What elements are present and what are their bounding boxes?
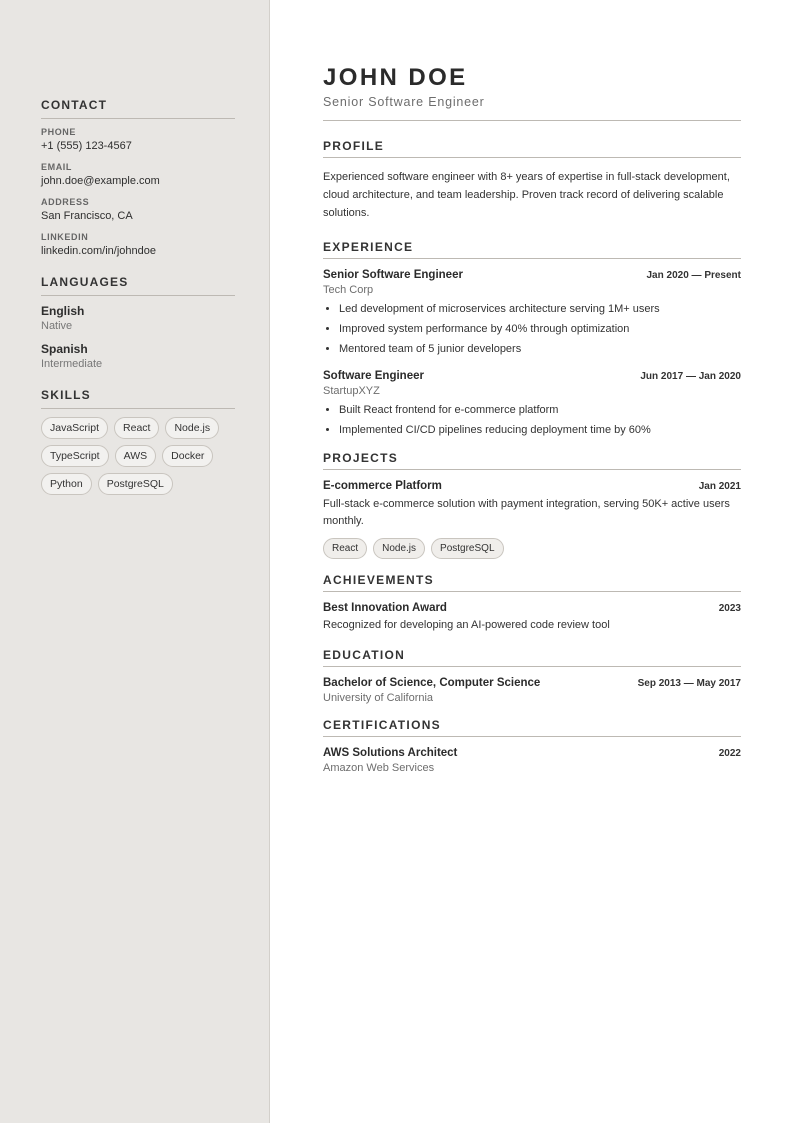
bullet-item: • Mentored team of 5 junior developers: [339, 342, 741, 356]
education-entry: [323, 677, 741, 704]
language-level: Intermediate: [41, 358, 103, 370]
profile-heading: PROFILE: [323, 139, 741, 158]
job-date: Jun 2017 — Jan 2020: [640, 371, 741, 382]
skills-list: [41, 417, 235, 495]
job-title: Senior Software Engineer: [323, 269, 463, 281]
language-name: Spanish: [41, 342, 88, 356]
achievement-date: 2023: [718, 603, 741, 614]
certification-title: AWS Solutions Architect: [323, 747, 458, 759]
experience-entry: [323, 269, 741, 356]
project-entry: [323, 480, 741, 559]
skill-pill: React: [114, 417, 159, 439]
certification-issuer: Amazon Web Services: [323, 762, 435, 774]
experience-heading: EXPERIENCE: [323, 240, 741, 259]
language-name: English: [41, 304, 85, 318]
contact-address: [41, 197, 235, 222]
skill-pill: PostgreSQL: [98, 473, 173, 495]
education-date: Sep 2013 — May 2017: [637, 678, 741, 689]
certification-entry: [323, 747, 741, 774]
skill-pill: TypeScript: [41, 445, 109, 467]
contact-label: LINKEDIN: [41, 232, 89, 242]
candidate-name: JOHN DOE: [323, 64, 468, 91]
profile-section: [323, 139, 741, 222]
contact-email: [41, 162, 235, 187]
job-date: Jan 2020 — Present: [646, 270, 741, 281]
tag-pill: React: [323, 538, 367, 559]
degree-title: Bachelor of Science, Computer Science: [323, 677, 541, 689]
project-description: Full-stack e-commerce solution with payment integration, serving 50K+ active users monthly.: [323, 498, 730, 527]
skill-pill: Docker: [162, 445, 213, 467]
education-heading: EDUCATION: [323, 648, 741, 667]
achievement-title: Best Innovation Award: [323, 602, 447, 614]
certifications-heading: CERTIFICATIONS: [323, 718, 741, 737]
project-title: E-commerce Platform: [323, 480, 442, 492]
certification-date: 2022: [718, 748, 741, 759]
skills-heading: SKILLS: [41, 388, 235, 409]
contact-linkedin: [41, 232, 235, 257]
languages-heading: LANGUAGES: [41, 275, 235, 296]
skill-pill: Node.js: [165, 417, 219, 439]
skill-pill: Python: [41, 473, 92, 495]
contact-value: +1 (555) 123-4567: [41, 140, 132, 152]
company-name: StartupXYZ: [323, 385, 380, 397]
projects-section: [323, 451, 741, 559]
bullet-item: • Built React frontend for e-commerce platform: [339, 403, 741, 417]
institution-name: University of California: [323, 692, 434, 704]
language-level: Native: [41, 320, 73, 332]
achievements-section: [323, 573, 741, 634]
bullet-item: • Improved system performance by 40% through optimization: [339, 322, 741, 336]
language-item: [41, 304, 235, 332]
main-content: [323, 62, 741, 788]
company-name: Tech Corp: [323, 284, 374, 296]
achievements-heading: ACHIEVEMENTS: [323, 573, 741, 592]
experience-entry: [323, 370, 741, 437]
contact-label: EMAIL: [41, 162, 72, 172]
project-tags: [323, 538, 741, 559]
job-title: Software Engineer: [323, 370, 424, 382]
sidebar: [0, 0, 270, 1123]
experience-section: [323, 240, 741, 437]
job-bullets: [323, 302, 741, 356]
tag-pill: Node.js: [373, 538, 425, 559]
languages-section: [41, 275, 235, 370]
certifications-section: [323, 718, 741, 774]
language-item: [41, 342, 235, 370]
projects-heading: PROJECTS: [323, 451, 741, 470]
contact-value[interactable]: john.doe@example.com: [41, 175, 160, 187]
project-date: Jan 2021: [698, 481, 741, 492]
skills-section: [41, 388, 235, 495]
profile-text: Experienced software engineer with 8+ years of expertise in full-stack development, cloud architecture, and team leadership. Proven track record of delivering scalable solutions.: [323, 171, 730, 219]
contact-value: San Francisco, CA: [41, 210, 133, 222]
contact-label: PHONE: [41, 127, 77, 137]
education-section: [323, 648, 741, 704]
contact-section: [41, 98, 235, 257]
contact-heading: CONTACT: [41, 98, 235, 119]
contact-label: ADDRESS: [41, 197, 90, 207]
achievement-description: Recognized for developing an AI-powered code review tool: [323, 619, 610, 631]
skill-pill: AWS: [115, 445, 157, 467]
contact-value[interactable]: linkedin.com/in/johndoe: [41, 245, 156, 257]
tag-pill: PostgreSQL: [431, 538, 503, 559]
contact-phone: [41, 127, 235, 152]
achievement-entry: [323, 602, 741, 634]
job-bullets: [323, 403, 741, 437]
skill-pill: JavaScript: [41, 417, 108, 439]
bullet-item: • Implemented CI/CD pipelines reducing deployment time by 60%: [339, 423, 741, 437]
candidate-title: Senior Software Engineer: [323, 95, 741, 121]
bullet-item: • Led development of microservices architecture serving 1M+ users: [339, 302, 741, 316]
